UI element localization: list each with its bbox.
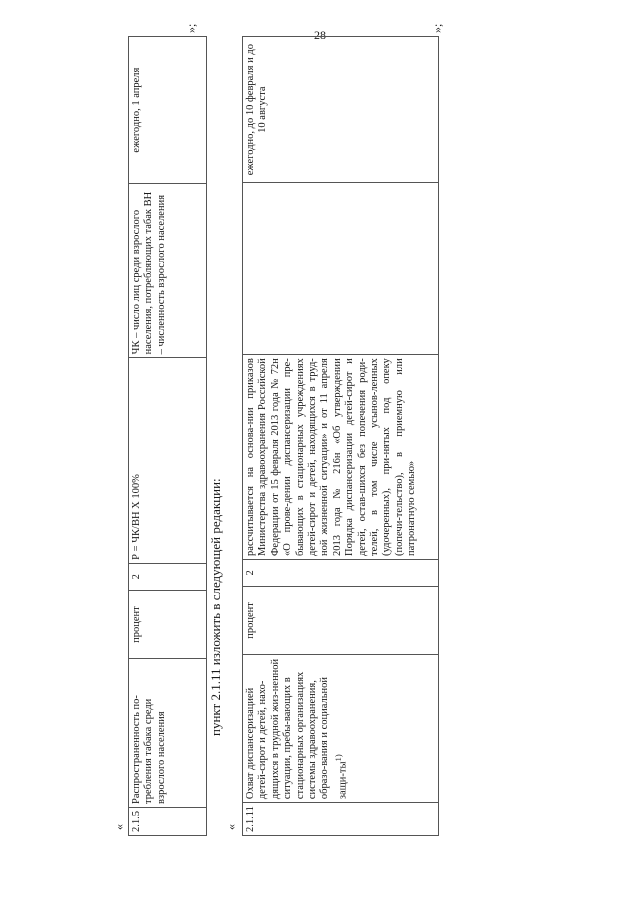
explanation: ЧК – число лиц среди взрослого населения, потребляющих табак ВН – численность взрослого населения <box>129 184 207 358</box>
indicator-type: 2 <box>129 563 207 590</box>
deadline: ежегодно, 1 апреля <box>129 37 207 184</box>
indicator-name-text: Охват диспансеризацией детей-сирот и детей, нахо-дящихся в трудной жиз-ненной ситуации, пребы-вающих в стационарных организациях системы здравоохранения, образо-вания и социальной защи-ты <box>245 658 349 800</box>
indicator-name: Распространенность по-требления табака среди взрослого населения <box>129 659 207 808</box>
unit: процент <box>129 590 207 659</box>
table-row-2-1-11 <box>242 36 439 836</box>
formula: Р = ЧК/ВН Х 100% <box>129 358 207 563</box>
page-number: 28 <box>314 28 326 42</box>
explanation <box>243 183 439 355</box>
indicator-type: 2 <box>243 559 439 586</box>
quote-close-1: »; <box>184 23 198 33</box>
unit: процент <box>243 586 439 655</box>
row-number: 2.1.5 <box>129 808 207 836</box>
formula: рассчитывается на основа-нии приказов Министерства здравоохранения Российской Федерации от 15 февраля 2013 года № 72н «О прове-дении диспансеризации пре-бывающих в стационарных учреждениях детей-сирот и детей, находящихся в труд-ной жизненной ситуации» и от 11 апреля 2013 года № 216н «Об утверждении Порядка диспансеризации детей-сирот и детей, остав-шихся без попечения роди-телей, в том числе усынов-ленных (удочеренных), при-нятых под опеку (попечи-тельство), в приемную или патронатную семью» <box>243 355 439 560</box>
quote-open-1: « <box>112 824 126 830</box>
deadline: ежегодно, до 10 февраля и до 10 августа <box>243 37 439 183</box>
amendment-caption: пункт 2.1.11 изложить в следующей редакции: <box>208 478 223 736</box>
footnote-mark: 1) <box>332 754 343 762</box>
quote-open-2: « <box>224 824 238 830</box>
indicator-name <box>243 655 439 803</box>
row-number: 2.1.11 <box>243 803 439 836</box>
table-row-2-1-5 <box>128 36 207 836</box>
quote-close-2: »; <box>430 23 444 33</box>
